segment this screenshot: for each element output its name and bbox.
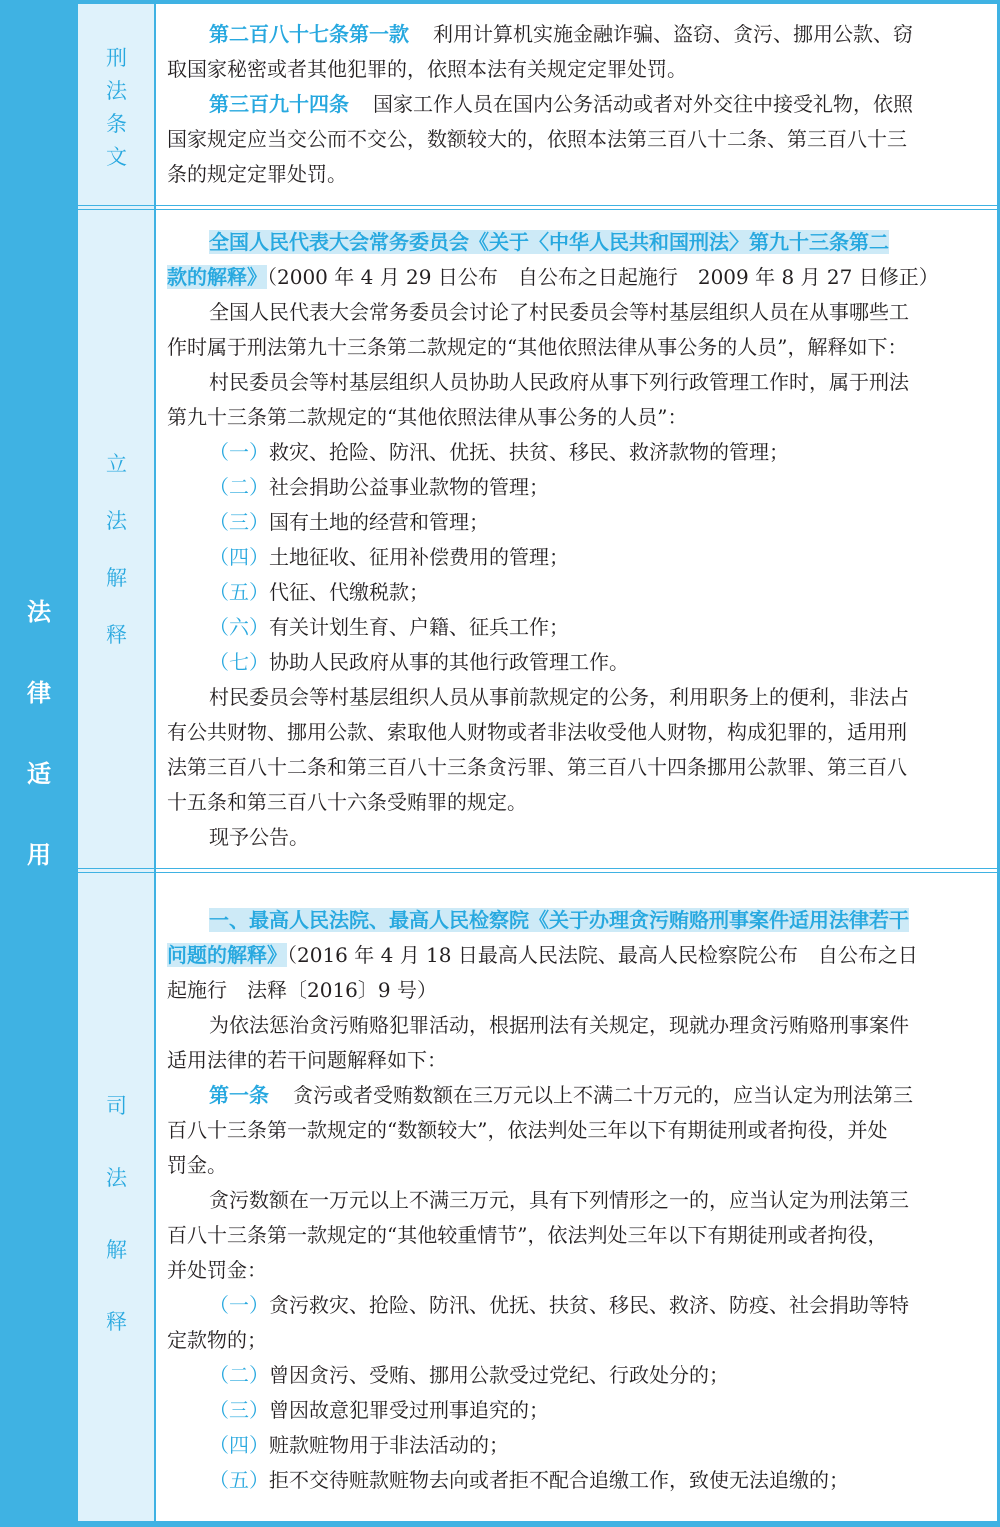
list-item: （二）曾因贪污、受贿、挪用公款受过党纪、行政处分的； xyxy=(209,1363,729,1387)
list-item: （一）救灾、抢险、防汛、优抚、扶贫、移民、救济款物的管理； xyxy=(209,440,789,464)
document-title: 一、最高人民法院、最高人民检察院《关于办理贪污贿赂刑事案件适用法律若干 xyxy=(209,908,909,932)
row-divider xyxy=(78,868,1000,869)
table-border-bottom xyxy=(0,1521,1000,1527)
document-meta: 起施行 法释〔2016〕9 号） xyxy=(167,978,437,1002)
article-287: 第二百八十七条第一款 利用计算机实施金融诈骗、盗窃、贪污、挪用公款、窃 xyxy=(209,22,913,46)
list-item: （三）曾因故意犯罪受过刑事追究的； xyxy=(209,1398,549,1422)
table-border-top xyxy=(78,0,1000,4)
list-item: （五）代征、代缴税款； xyxy=(209,580,429,604)
article-1: 第一条 贪污或者受贿数额在三万元以上不满二十万元的，应当认定为刑法第三 xyxy=(209,1083,913,1107)
row-divider xyxy=(78,205,1000,206)
row-divider xyxy=(78,872,1000,873)
legislative-content: 全国人民代表大会常务委员会《关于〈中华人民共和国刑法〉第九十三条第二 款的解释》（2000 年 4 月 29 日公布 自公布之日起施行 2009 年 8 月 27 日修正） 全国人民代表大会常务委员会讨论了村民委员会等村基层组织人员在从事哪些工 作时属于刑法第九十三条第二款规定的“其他依照法律从事公务的人员”，解释如下： 村民委员会等村基层组织人员协助人民政府从事下列行政管理工作时，属于刑法 第九十三条第二款规定的“其他依照法律从事公务的人员”： （一）救灾、抢险、防汛、优抚、扶贫、移民、救济款物的管理； （二）社会捐助公益事业款物的管理； （三）国有土地的经营和管理； （四）土地征收、征用补偿费用的管理； （五）代征、代缴税款； （六）有关计划生育、户籍、征兵工作； （七）协助人民政府从事的其他行政管理工作。 村民委员会等村基层组织人员从事前款规定的公务，利用职务上的便利，非法占 有公共财物、挪用公款、索取他人财物或者非法收受他人财物，构成犯罪的，适用刑 法第三百八十二条和第三百八十三条贪污罪、第三百八十四条挪用公款罪、第三百八 十五条和第三百八十六条受贿罪的规定。 现予公告。 xyxy=(167,225,987,855)
section-label-judicial: 司 法 解 释 xyxy=(106,1094,127,1334)
outer-category-label: 法 律 适 用 xyxy=(27,598,51,869)
section-label-statute: 刑 法 条 文 xyxy=(106,46,127,169)
list-item: （四）赃款赃物用于非法活动的； xyxy=(209,1433,509,1457)
list-item: （七）协助人民政府从事的其他行政管理工作。 xyxy=(209,650,629,674)
document-title: 款的解释》 xyxy=(167,265,267,289)
document-title: 问题的解释》 xyxy=(167,943,287,967)
list-item: （四）土地征收、征用补偿费用的管理； xyxy=(209,545,569,569)
list-item: （二）社会捐助公益事业款物的管理； xyxy=(209,475,549,499)
article-394: 第三百九十四条 国家工作人员在国内公务活动或者对外交往中接受礼物，依照 xyxy=(209,92,913,116)
list-item: （一）贪污救灾、抢险、防汛、优抚、扶贫、移民、救济、防疫、社会捐助等特 xyxy=(209,1293,909,1317)
list-item: （六）有关计划生育、户籍、征兵工作； xyxy=(209,615,569,639)
judicial-content: 一、最高人民法院、最高人民检察院《关于办理贪污贿赂刑事案件适用法律若干 问题的解释》（2016 年 4 月 18 日最高人民法院、最高人民检察院公布 自公布之日 起施行 法释〔2016〕9 号） 为依法惩治贪污贿赂犯罪活动，根据刑法有关规定，现就办理贪污贿赂刑事案件 适用法律的若干问题解释如下： 第一条 贪污或者受贿数额在三万元以上不满二十万元的，应当认定为刑法第三 百八十三条第一款规定的“数额较大”，依法判处三年以下有期徒刑或者拘役，并处 罚金。 贪污数额在一万元以上不满三万元，具有下列情形之一的，应当认定为刑法第三 百八十三条第一款规定的“其他较重情节”，依法判处三年以下有期徒刑或者拘役， 并处罚金： （一）贪污救灾、抢险、防汛、优抚、扶贫、移民、救济、防疫、社会捐助等特 定款物的； （二）曾因贪污、受贿、挪用公款受过党纪、行政处分的； （三）曾因故意犯罪受过刑事追究的； （四）赃款赃物用于非法活动的； （五）拒不交待赃款赃物去向或者拒不配合追缴工作，致使无法追缴的； xyxy=(167,903,987,1498)
section-label-legislative: 立 法 解 释 xyxy=(106,452,127,647)
statute-content: 第二百八十七条第一款 利用计算机实施金融诈骗、盗窃、贪污、挪用公款、窃 取国家秘密或者其他犯罪的，依照本法有关规定定罪处罚。 第三百九十四条 国家工作人员在国内公务活动或者对外交往中接受礼物，依照 国家规定应当交公而不交公，数额较大的，依照本法第三百八十二条、第三百八十三 条的规定定罪处罚。 xyxy=(167,17,987,192)
row-divider xyxy=(78,209,1000,210)
article-heading: 第三百九十四条 xyxy=(209,92,349,116)
document-meta: （2016 年 4 月 18 日最高人民法院、最高人民检察院公布 自公布之日 xyxy=(287,943,918,967)
list-item: （五）拒不交待赃款赃物去向或者拒不配合追缴工作，致使无法追缴的； xyxy=(209,1468,849,1492)
list-item: （三）国有土地的经营和管理； xyxy=(209,510,489,534)
article-heading: 第一条 xyxy=(209,1083,269,1107)
document-meta: （2000 年 4 月 29 日公布 自公布之日起施行 2009 年 8 月 27 日修正） xyxy=(267,265,939,289)
document-title: 全国人民代表大会常务委员会《关于〈中华人民共和国刑法〉第九十三条第二 xyxy=(209,230,889,254)
article-heading: 第二百八十七条第一款 xyxy=(209,22,409,46)
outer-category-column xyxy=(0,0,78,1527)
